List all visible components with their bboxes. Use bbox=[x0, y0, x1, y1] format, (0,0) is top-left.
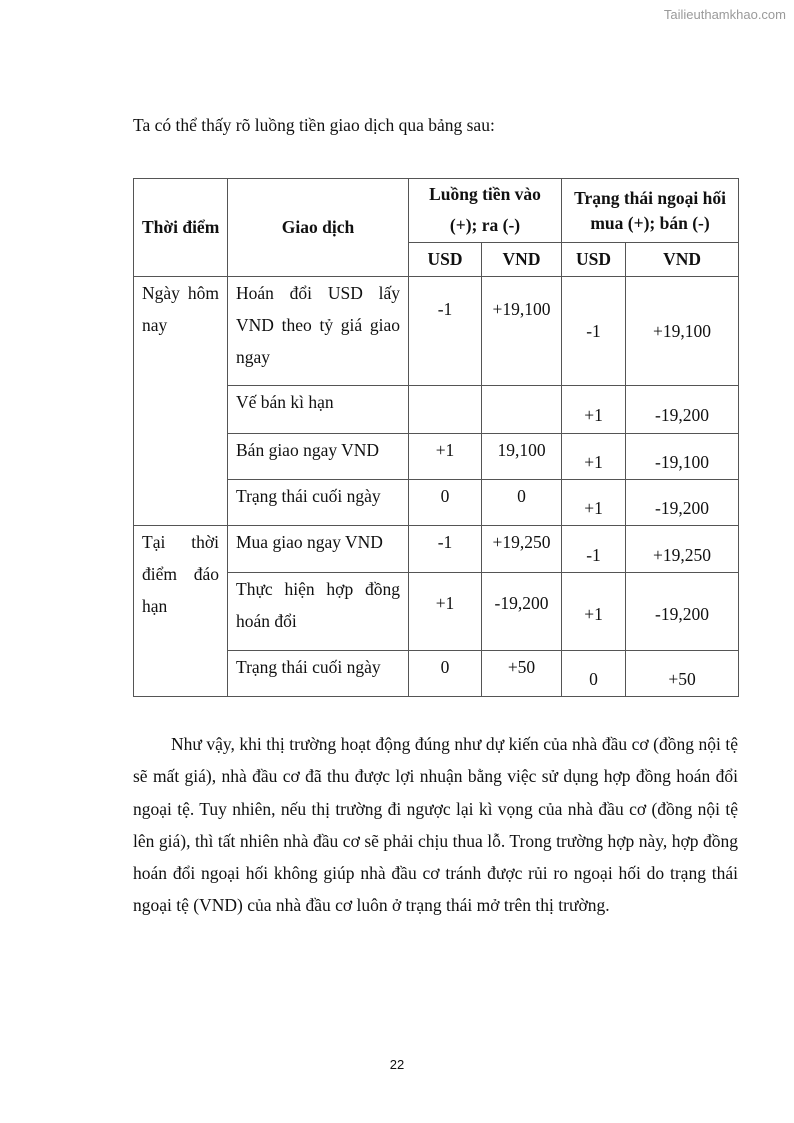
state-vnd-cell: -19,200 bbox=[626, 573, 739, 651]
header-flow-usd: USD bbox=[409, 243, 482, 277]
flow-usd-cell: +1 bbox=[409, 573, 482, 651]
state-usd-cell: +1 bbox=[562, 386, 626, 434]
state-vnd-cell: +19,100 bbox=[626, 277, 739, 386]
flow-usd-cell: 0 bbox=[409, 480, 482, 526]
state-vnd-cell: -19,200 bbox=[626, 480, 739, 526]
flow-vnd-cell: 0 bbox=[482, 480, 562, 526]
flow-usd-cell: 0 bbox=[409, 651, 482, 697]
flow-vnd-cell: +50 bbox=[482, 651, 562, 697]
flow-vnd-cell: -19,200 bbox=[482, 573, 562, 651]
transaction-cell: Vế bán kì hạn bbox=[228, 386, 409, 434]
transaction-cell: Trạng thái cuối ngày bbox=[228, 480, 409, 526]
header-state-vnd: VND bbox=[626, 243, 739, 277]
page-number: 22 bbox=[389, 1057, 405, 1072]
cash-flow-table bbox=[133, 178, 739, 697]
conclusion-paragraph: Như vậy, khi thị trường hoạt động đúng như dự kiến của nhà đầu cơ (đồng nội tệ sẽ mất giá), nhà đầu cơ đã thu được lợi nhuận bằng việc sử dụng hợp đồng hoán đổi ngoại tệ. Tuy nhiên, nếu thị trường đi ngược lại kì vọng của nhà đầu cơ (đồng nội tệ lên giá), thì tất nhiên nhà đầu cơ sẽ phải chịu thua lỗ. Trong trường hợp này, hợp đồng hoán đổi ngoại hối không giúp nhà đầu cơ tránh được rủi ro ngoại hối do trạng thái ngoại tệ (VND) của nhà đầu cơ luôn ở trạng thái mở trên thị trường. bbox=[133, 734, 738, 916]
flow-vnd-cell: +19,100 bbox=[482, 277, 562, 386]
time-cell bbox=[134, 277, 228, 526]
state-vnd-cell: -19,100 bbox=[626, 434, 739, 480]
state-usd-cell: +1 bbox=[562, 573, 626, 651]
header-state-usd: USD bbox=[562, 243, 626, 277]
flow-vnd-cell bbox=[482, 386, 562, 434]
header-transaction: Giao dịch bbox=[228, 179, 409, 277]
time-cell bbox=[134, 526, 228, 697]
state-usd-cell: 0 bbox=[562, 651, 626, 697]
table-row bbox=[134, 277, 739, 386]
table-row bbox=[134, 526, 739, 573]
transaction-cell: Mua giao ngay VND bbox=[228, 526, 409, 573]
header-fx-state: Trạng thái ngoại hối mua (+); bán (-) bbox=[562, 179, 739, 243]
transaction-cell: Thực hiện hợp đồng hoán đổi bbox=[228, 573, 409, 651]
flow-usd-cell bbox=[409, 386, 482, 434]
transaction-cell: Bán giao ngay VND bbox=[228, 434, 409, 480]
state-vnd-cell: +50 bbox=[626, 651, 739, 697]
state-usd-cell: +1 bbox=[562, 434, 626, 480]
state-usd-cell: -1 bbox=[562, 526, 626, 573]
state-usd-cell: +1 bbox=[562, 480, 626, 526]
intro-sentence: Ta có thể thấy rõ luồng tiền giao dịch qua bảng sau: bbox=[133, 115, 495, 135]
header-time: Thời điểm bbox=[134, 179, 228, 277]
flow-vnd-cell: +19,250 bbox=[482, 526, 562, 573]
watermark: Tailieuthamkhao.com bbox=[663, 7, 786, 22]
transaction-cell: Hoán đổi USD lấy VND theo tỷ giá giao ngay bbox=[228, 277, 409, 386]
flow-usd-cell: -1 bbox=[409, 277, 482, 386]
header-cash-flow: Luồng tiền vào (+); ra (-) bbox=[409, 179, 562, 243]
state-vnd-cell: +19,250 bbox=[626, 526, 739, 573]
state-vnd-cell: -19,200 bbox=[626, 386, 739, 434]
flow-vnd-cell: 19,100 bbox=[482, 434, 562, 480]
transaction-cell: Trạng thái cuối ngày bbox=[228, 651, 409, 697]
header-flow-vnd: VND bbox=[482, 243, 562, 277]
flow-usd-cell: +1 bbox=[409, 434, 482, 480]
flow-usd-cell: -1 bbox=[409, 526, 482, 573]
time-label: Tại thời điểm đáo hạn bbox=[142, 532, 219, 616]
time-label: Ngày hôm nay bbox=[142, 283, 219, 335]
state-usd-cell: -1 bbox=[562, 277, 626, 386]
